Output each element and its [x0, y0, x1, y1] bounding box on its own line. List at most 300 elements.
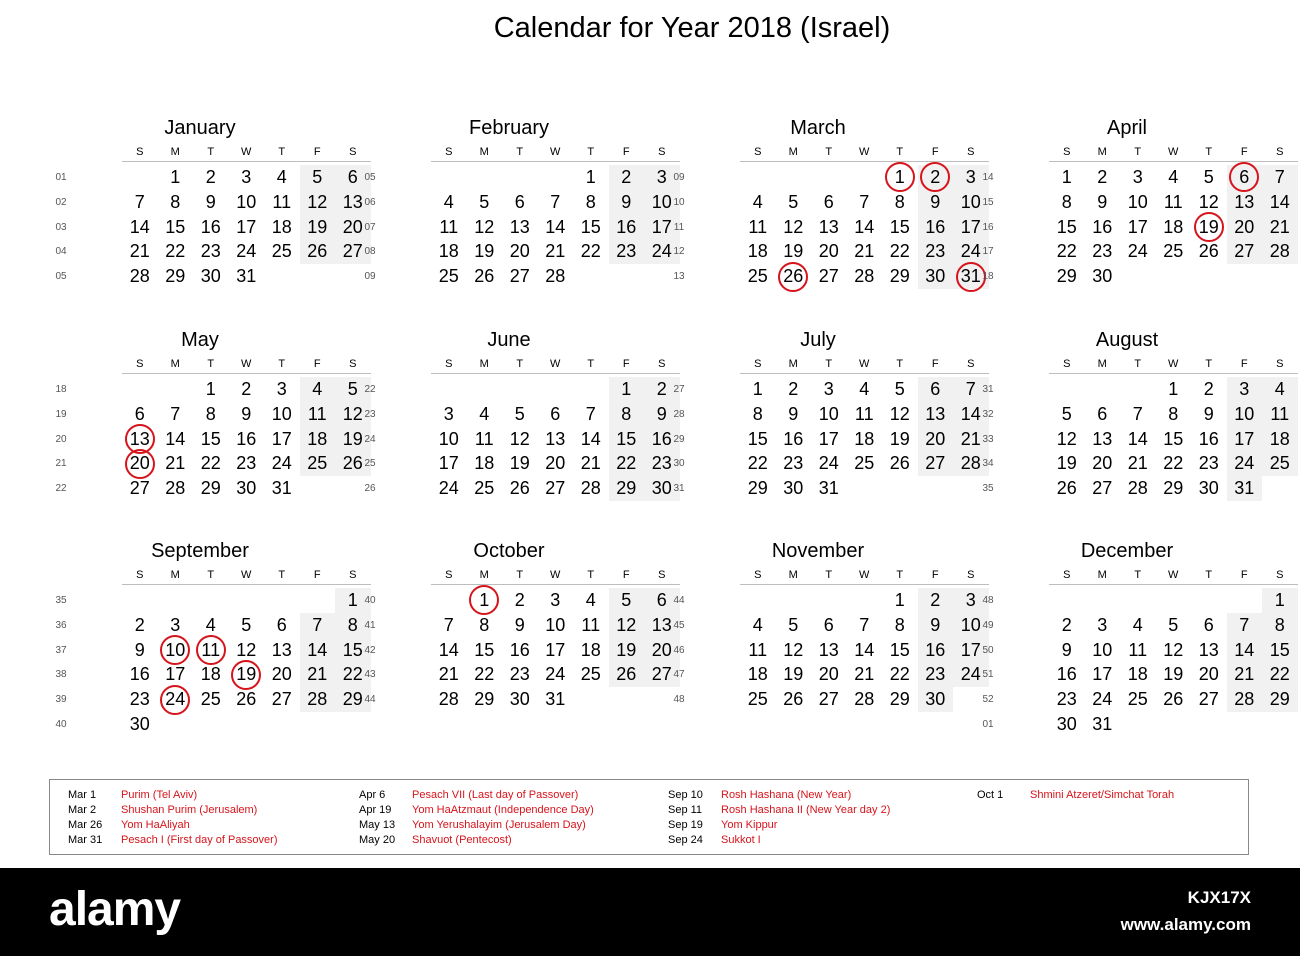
day-cell: 13 — [342, 191, 363, 212]
day-cell: 19 — [509, 453, 530, 474]
day-cell: 14 — [580, 428, 601, 449]
day-cell: 30 — [236, 478, 257, 499]
week-number: 04 — [55, 246, 67, 258]
day-cell: 20 — [342, 216, 363, 237]
day-cell: 3 — [965, 590, 976, 610]
day-cell: 12 — [236, 639, 257, 660]
day-cell: 23 — [1056, 689, 1077, 710]
day-cell: 31 — [236, 266, 257, 287]
week-number: 51 — [982, 669, 994, 681]
month-name: May — [181, 329, 219, 351]
day-cell: 6 — [1203, 614, 1214, 635]
legend-holiday-name: Shavuot (Pentecost) — [412, 834, 512, 846]
weekday-label: W — [241, 358, 252, 370]
weekday-label: W — [241, 569, 252, 581]
weekday-label: W — [859, 358, 870, 370]
day-cell: 26 — [474, 266, 495, 287]
day-cell: 8 — [1274, 614, 1285, 635]
day-cell: 1 — [585, 167, 596, 187]
weekday-header — [1049, 358, 1298, 374]
day-cell: 10 — [818, 403, 839, 424]
day-cell: 4 — [752, 614, 763, 635]
day-cell: 16 — [783, 428, 804, 449]
weekday-label: S — [1276, 358, 1284, 370]
day-cell: 6 — [930, 379, 941, 399]
day-cell: 10 — [438, 428, 459, 449]
day-cell: 27 — [818, 266, 839, 287]
day-cell: 15 — [1056, 216, 1077, 237]
day-cell: 21 — [129, 241, 150, 262]
legend-holiday-name: Pesach VII (Last day of Passover) — [412, 789, 579, 801]
weekday-label: F — [1240, 569, 1248, 581]
day-cell: 11 — [1163, 191, 1183, 212]
day-cell: 23 — [1198, 453, 1219, 474]
day-cell: 9 — [930, 191, 941, 212]
month-name: February — [468, 117, 550, 139]
day-cell: 16 — [925, 216, 946, 237]
day-cell: 1 — [1274, 590, 1285, 610]
day-cell: 23 — [236, 453, 257, 474]
day-cell: 4 — [205, 614, 216, 635]
day-cell: 14 — [307, 639, 328, 660]
month-name: September — [151, 540, 249, 562]
day-cell: 21 — [1269, 216, 1290, 237]
day-cell: 22 — [747, 453, 768, 474]
day-cell: 10 — [165, 639, 186, 660]
day-cell: 11 — [439, 216, 459, 237]
day-cell: 5 — [788, 614, 799, 635]
week-number: 29 — [673, 433, 685, 445]
legend-date: May 20 — [359, 834, 396, 846]
day-cell: 12 — [1056, 428, 1077, 449]
week-number: 23 — [364, 408, 376, 420]
day-cell: 2 — [1061, 614, 1072, 635]
day-cell: 1 — [1061, 167, 1072, 187]
day-cell: 30 — [129, 714, 150, 734]
day-cell: 19 — [1056, 453, 1077, 474]
weekday-label: S — [1063, 569, 1071, 581]
day-cell: 26 — [1163, 689, 1184, 710]
legend-entry — [68, 818, 348, 833]
week-number: 07 — [364, 221, 376, 233]
day-cell: 6 — [550, 403, 561, 424]
weekday-label: S — [445, 569, 453, 581]
week-number: 48 — [982, 595, 994, 606]
day-cell: 24 — [651, 241, 672, 262]
weekday-label: T — [1134, 569, 1142, 581]
weekday-label: S — [136, 358, 144, 370]
day-cell: 12 — [783, 216, 804, 237]
day-cell: 3 — [965, 167, 976, 187]
day-cell: 6 — [514, 191, 525, 212]
day-cell: 12 — [1198, 191, 1219, 212]
weekday-label: T — [516, 569, 524, 581]
day-cell: 5 — [479, 191, 490, 212]
day-cell: 7 — [859, 191, 870, 212]
legend-holiday-name: Sukkot I — [721, 834, 761, 846]
day-cell: 21 — [307, 664, 328, 685]
day-cell: 8 — [894, 614, 905, 635]
day-cell: 24 — [165, 689, 186, 710]
day-cell: 17 — [438, 453, 459, 474]
day-cell: 19 — [783, 241, 804, 262]
day-cell: 3 — [1239, 379, 1250, 399]
weekday-label: T — [207, 569, 215, 581]
week-number: 44 — [364, 694, 376, 706]
day-cell: 13 — [271, 639, 292, 660]
day-cell: 15 — [474, 639, 495, 660]
day-cell: 23 — [925, 241, 946, 262]
week-number: 24 — [364, 433, 376, 445]
day-cell: 17 — [545, 639, 566, 660]
month-name: October — [473, 540, 545, 562]
weekday-label: F — [622, 569, 630, 581]
day-cell: 28 — [438, 689, 459, 710]
day-cell: 8 — [585, 191, 596, 212]
day-cell: 7 — [1239, 614, 1250, 635]
holiday-legend — [49, 779, 1249, 855]
month-name: June — [487, 329, 531, 351]
day-cell: 28 — [165, 478, 186, 499]
weekday-label: M — [170, 358, 180, 370]
day-cell: 6 — [134, 403, 145, 424]
weekday-label: S — [445, 358, 453, 370]
weekday-label: M — [1097, 146, 1107, 158]
day-cell: 9 — [205, 191, 216, 212]
weekday-label: F — [622, 358, 630, 370]
legend-holiday-name: Yom HaAliyah — [121, 819, 190, 831]
day-cell: 27 — [1092, 478, 1113, 499]
legend-entry — [68, 803, 348, 818]
weekday-label: S — [136, 146, 144, 158]
day-cell: 28 — [580, 478, 601, 499]
day-cell: 25 — [271, 241, 292, 262]
day-cell: 2 — [241, 379, 252, 399]
day-cell: 28 — [1127, 478, 1148, 499]
day-cell: 28 — [854, 266, 875, 287]
day-cell: 11 — [581, 614, 601, 635]
day-cell: 11 — [201, 639, 221, 660]
day-cell: 24 — [818, 453, 839, 474]
day-cell: 23 — [129, 689, 150, 710]
day-cell: 29 — [200, 478, 221, 499]
day-cell: 20 — [818, 241, 839, 262]
day-cell: 13 — [545, 428, 566, 449]
day-cell: 25 — [1127, 689, 1148, 710]
weekday-header — [122, 569, 371, 585]
day-cell: 3 — [1132, 167, 1143, 187]
day-cell: 7 — [585, 403, 596, 424]
day-cell: 19 — [236, 664, 257, 685]
day-cell: 15 — [1163, 428, 1184, 449]
day-cell: 31 — [960, 266, 981, 287]
week-number: 19 — [55, 408, 67, 420]
weekday-header — [740, 569, 989, 585]
week-number: 35 — [55, 595, 67, 606]
week-number: 30 — [673, 458, 685, 470]
day-cell: 14 — [438, 639, 459, 660]
week-number: 42 — [364, 644, 376, 656]
day-cell: 4 — [479, 403, 490, 424]
day-cell: 7 — [965, 379, 976, 399]
day-cell: 30 — [1092, 266, 1113, 287]
weekday-label: M — [479, 146, 489, 158]
weekday-label: W — [1168, 358, 1179, 370]
day-cell: 7 — [443, 614, 454, 635]
week-number: 45 — [673, 619, 685, 631]
day-cell: 24 — [271, 453, 292, 474]
day-cell: 25 — [747, 689, 768, 710]
day-cell: 12 — [509, 428, 530, 449]
legend-holiday-name: Rosh Hashana (New Year) — [721, 789, 852, 801]
day-cell: 24 — [1127, 241, 1148, 262]
day-cell: 22 — [889, 241, 910, 262]
week-number: 09 — [673, 172, 685, 183]
week-number: 40 — [364, 595, 376, 606]
legend-date: Mar 26 — [68, 819, 103, 831]
month-name: December — [1080, 540, 1174, 562]
weekday-label: F — [313, 569, 321, 581]
day-cell: 3 — [550, 590, 561, 610]
day-cell: 10 — [545, 614, 566, 635]
day-cell: 29 — [1163, 478, 1184, 499]
day-cell: 3 — [443, 403, 454, 424]
day-cell: 30 — [925, 689, 946, 710]
day-cell: 20 — [545, 453, 566, 474]
legend-date: Sep 10 — [668, 789, 703, 801]
day-cell: 16 — [1092, 216, 1113, 237]
week-number: 08 — [364, 246, 376, 258]
day-cell: 25 — [438, 266, 459, 287]
day-cell: 15 — [1269, 639, 1290, 660]
weekday-label: T — [278, 569, 286, 581]
day-cell: 30 — [925, 266, 946, 287]
day-cell: 27 — [509, 266, 530, 287]
day-cell: 10 — [960, 191, 981, 212]
weekday-header — [122, 358, 371, 374]
day-cell: 27 — [342, 241, 363, 262]
day-cell: 3 — [1097, 614, 1108, 635]
day-cell: 29 — [474, 689, 495, 710]
day-cell: 2 — [656, 379, 667, 399]
week-number: 47 — [673, 669, 685, 681]
day-cell: 12 — [616, 614, 637, 635]
weekday-label: F — [313, 146, 321, 158]
day-cell: 8 — [1061, 191, 1072, 212]
day-cell: 2 — [205, 167, 216, 187]
weekday-label: T — [516, 358, 524, 370]
day-cell: 17 — [651, 216, 672, 237]
day-cell: 8 — [205, 403, 216, 424]
day-cell: 17 — [1127, 216, 1148, 237]
weekday-label: M — [1097, 569, 1107, 581]
day-cell: 20 — [509, 241, 530, 262]
day-cell: 1 — [894, 590, 905, 610]
legend-date: Sep 11 — [668, 804, 703, 816]
day-cell: 9 — [788, 403, 799, 424]
weekday-label: M — [479, 569, 489, 581]
day-cell: 26 — [783, 266, 804, 287]
day-cell: 5 — [1168, 614, 1179, 635]
month-name: July — [800, 329, 836, 351]
day-cell: 16 — [1056, 664, 1077, 685]
day-cell: 27 — [1198, 689, 1219, 710]
day-cell: 13 — [651, 614, 672, 635]
weekday-label: T — [825, 146, 833, 158]
day-cell: 19 — [1163, 664, 1184, 685]
day-cell: 4 — [1132, 614, 1143, 635]
weekday-label: M — [170, 569, 180, 581]
day-cell: 8 — [170, 191, 181, 212]
day-cell: 11 — [748, 639, 768, 660]
day-cell: 31 — [1092, 714, 1113, 734]
legend-entry — [668, 803, 948, 818]
week-number: 16 — [982, 221, 994, 233]
weekday-label: S — [349, 146, 357, 158]
day-cell: 28 — [960, 453, 981, 474]
day-cell: 13 — [818, 639, 839, 660]
day-cell: 29 — [889, 266, 910, 287]
legend-date: May 13 — [359, 819, 396, 831]
legend-date: Apr 6 — [359, 789, 386, 801]
day-cell: 13 — [925, 403, 946, 424]
week-number: 36 — [55, 619, 67, 631]
day-cell: 9 — [1097, 191, 1108, 212]
day-cell: 26 — [1056, 478, 1077, 499]
week-number: 43 — [364, 669, 376, 681]
day-cell: 23 — [651, 453, 672, 474]
day-cell: 25 — [474, 478, 495, 499]
day-cell: 18 — [747, 241, 768, 262]
day-cell: 22 — [889, 664, 910, 685]
day-cell: 7 — [1132, 403, 1143, 424]
day-cell: 21 — [1234, 664, 1255, 685]
day-cell: 25 — [307, 453, 328, 474]
weekday-label: T — [207, 358, 215, 370]
day-cell: 22 — [1163, 453, 1184, 474]
day-cell: 26 — [509, 478, 530, 499]
day-cell: 24 — [1234, 453, 1255, 474]
day-cell: 29 — [747, 478, 768, 499]
day-cell: 5 — [788, 191, 799, 212]
day-cell: 25 — [1163, 241, 1184, 262]
week-number: 01 — [982, 719, 994, 730]
day-cell: 15 — [200, 428, 221, 449]
day-cell: 8 — [347, 614, 358, 635]
weekday-label: S — [349, 569, 357, 581]
weekday-label: T — [896, 358, 904, 370]
day-cell: 12 — [783, 639, 804, 660]
day-cell: 1 — [205, 379, 216, 399]
day-cell: 14 — [1269, 191, 1290, 212]
weekday-label: S — [658, 146, 666, 158]
day-cell: 20 — [1092, 453, 1113, 474]
weekday-label: F — [622, 146, 630, 158]
day-cell: 28 — [307, 689, 328, 710]
day-cell: 31 — [1234, 478, 1255, 499]
day-cell: 30 — [783, 478, 804, 499]
day-cell: 18 — [854, 428, 875, 449]
weekday-label: T — [587, 146, 595, 158]
day-cell: 25 — [747, 266, 768, 287]
legend-entry — [668, 818, 948, 833]
day-cell: 23 — [200, 241, 221, 262]
week-number: 14 — [982, 172, 994, 183]
day-cell: 18 — [271, 216, 292, 237]
day-cell: 22 — [474, 664, 495, 685]
day-cell: 24 — [960, 241, 981, 262]
day-cell: 19 — [616, 639, 637, 660]
weekday-label: W — [550, 358, 561, 370]
legend-holiday-name: Yom Kippur — [721, 819, 778, 831]
month-name: April — [1106, 117, 1147, 139]
day-cell: 21 — [545, 241, 566, 262]
legend-entry — [359, 788, 639, 803]
week-number: 31 — [673, 483, 685, 495]
day-cell: 20 — [271, 664, 292, 685]
day-cell: 20 — [925, 428, 946, 449]
day-cell: 7 — [134, 191, 145, 212]
week-number: 03 — [55, 221, 67, 233]
day-cell: 4 — [443, 191, 454, 212]
legend-entry — [668, 833, 948, 848]
weekday-label: T — [1205, 569, 1213, 581]
day-cell: 7 — [550, 191, 561, 212]
week-number: 52 — [982, 694, 994, 706]
weekday-label: T — [516, 146, 524, 158]
day-cell: 6 — [1097, 403, 1108, 424]
day-cell: 16 — [129, 664, 150, 685]
day-cell: 27 — [651, 664, 672, 685]
legend-date: Mar 1 — [68, 789, 97, 801]
day-cell: 24 — [438, 478, 459, 499]
month-name: January — [164, 117, 236, 139]
weekday-label: M — [788, 358, 798, 370]
legend-entry — [359, 818, 639, 833]
weekday-label: S — [967, 146, 975, 158]
day-cell: 24 — [545, 664, 566, 685]
legend-holiday-name: Rosh Hashana II (New Year day 2) — [721, 804, 891, 816]
weekday-header — [431, 569, 680, 585]
week-number: 22 — [364, 384, 376, 395]
weekday-label: W — [550, 146, 561, 158]
day-cell: 16 — [236, 428, 257, 449]
day-cell: 19 — [342, 428, 363, 449]
day-cell: 5 — [347, 379, 358, 399]
day-cell: 30 — [509, 689, 530, 710]
day-cell: 11 — [1270, 403, 1290, 424]
day-cell: 10 — [1127, 191, 1148, 212]
day-cell: 7 — [312, 614, 323, 635]
day-cell: 1 — [894, 167, 905, 187]
day-cell: 14 — [854, 216, 875, 237]
day-cell: 9 — [241, 403, 252, 424]
day-cell: 15 — [580, 216, 601, 237]
day-cell: 26 — [889, 453, 910, 474]
day-cell: 28 — [129, 266, 150, 287]
legend-holiday-name: Purim (Tel Aviv) — [121, 789, 198, 801]
weekday-header — [1049, 146, 1298, 162]
day-cell: 16 — [509, 639, 530, 660]
legend-date: Sep 24 — [668, 834, 703, 846]
week-number: 15 — [982, 196, 994, 208]
weekday-label: T — [896, 146, 904, 158]
weekday-label: T — [896, 569, 904, 581]
week-number: 18 — [55, 384, 67, 395]
day-cell: 18 — [580, 639, 601, 660]
day-cell: 17 — [960, 639, 981, 660]
week-number: 09 — [364, 271, 376, 283]
